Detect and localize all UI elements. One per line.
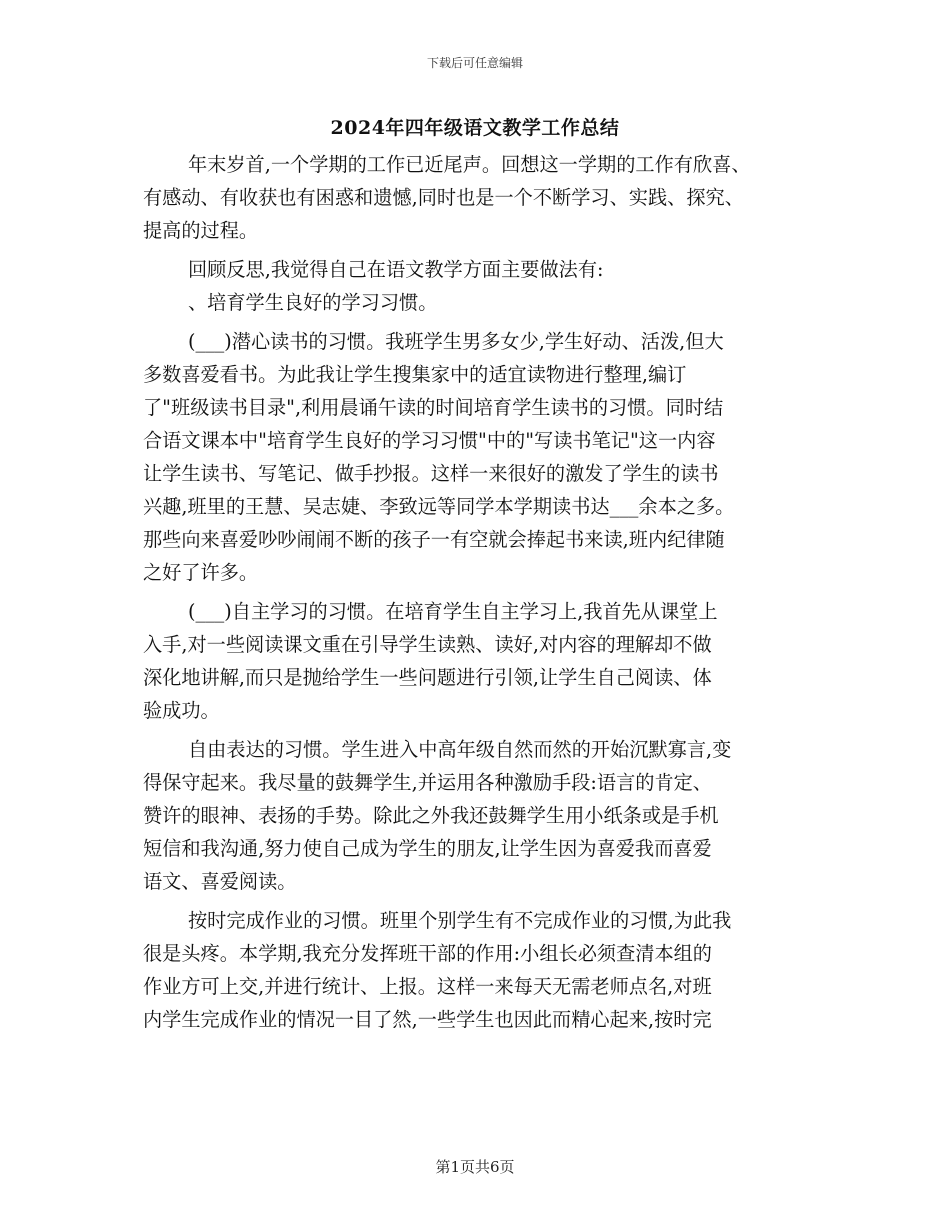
- text-line: 得保守起来。我尽量的鼓舞学生,并运用各种激励手段:语言的肯定、: [143, 771, 712, 794]
- text-line: 入手,对一些阅读课文重在引导学生读熟、读好,对内容的理解却不做: [143, 633, 712, 656]
- text-line: 按时完成作业的习惯。班里个别学生有不完成作业的习惯,为此我: [188, 909, 732, 932]
- text-line: 回顾反思,我觉得自己在语文教学方面主要做法有:: [188, 258, 604, 281]
- text-line: 内学生完成作业的情况一目了然,一些学生也因此而精心起来,按时完: [143, 1008, 712, 1031]
- paragraph-intro: [143, 148, 823, 247]
- text-line: 了"班级读书目录",利用晨诵午读的时间培育学生读书的习惯。同时结: [143, 396, 724, 419]
- text-line: 短信和我沟通,努力使自己成为学生的朋友,让学生因为喜爱我而喜爱: [143, 837, 712, 860]
- text-line: 兴趣,班里的王慧、吴志婕、李致远等同学本学期读书达___余本之多。: [143, 495, 735, 518]
- paragraph-section-heading: [143, 286, 823, 319]
- text-line: 那些向来喜爱吵吵闹闹不断的孩子一有空就会捧起书来读,班内纪律随: [143, 528, 725, 551]
- paragraph-homework-habit: [143, 904, 823, 1036]
- text-line: 语文、喜爱阅读。: [143, 870, 297, 893]
- text-line: (___)自主学习的习惯。在培育学生自主学习上,我首先从课堂上: [188, 600, 718, 623]
- text-line: 合语文课本中"培育学生良好的学习习惯"中的"写读书笔记"这一内容: [143, 429, 716, 452]
- text-line: 年末岁首,一个学期的工作已近尾声。回想这一学期的工作有欣喜、: [188, 153, 751, 176]
- text-line: (___)潜心读书的习惯。我班学生男多女少,学生好动、活泼,但大: [188, 330, 724, 353]
- paragraph-review: [143, 253, 823, 286]
- text-line: 作业方可上交,并进行统计、上报。这样一来每天无需老师点名,对班: [143, 975, 712, 998]
- text-line: 很是头疼。本学期,我充分发挥班干部的作用:小组长必须查清本组的: [143, 942, 712, 965]
- text-line: 、培育学生良好的学习习惯。: [188, 291, 438, 314]
- page-number: 第1页共6页: [435, 1158, 515, 1176]
- text-line: 提高的过程。: [143, 219, 259, 242]
- text-line: 自由表达的习惯。学生进入中高年级自然而然的开始沉默寡言,变: [188, 738, 732, 761]
- document-body: [143, 148, 823, 1036]
- text-line: 验成功。: [143, 699, 220, 722]
- text-line: 多数喜爱看书。为此我让学生搜集家中的适宜读物进行整理,编订: [143, 363, 687, 386]
- text-line: 深化地讲解,而只是抛给学生一些问题进行引领,让学生自己阅读、体: [143, 666, 712, 689]
- paragraph-self-study-habit: [143, 595, 823, 727]
- page-header-note: 下载后可任意编辑: [426, 56, 523, 70]
- text-line: 之好了许多。: [143, 561, 259, 584]
- text-line: 有感动、有收获也有困惑和遗憾,同时也是一个不断学习、实践、探究、: [143, 186, 744, 209]
- paragraph-reading-habit: [143, 325, 823, 589]
- paragraph-expression-habit: [143, 733, 823, 898]
- text-line: 赞许的眼神、表扬的手势。除此之外我还鼓舞学生用小纸条或是手机: [143, 804, 719, 827]
- text-line: 让学生读书、写笔记、做手抄报。这样一来很好的激发了学生的读书: [143, 462, 719, 485]
- document-title: 2024年四年级语文教学工作总结: [330, 117, 620, 139]
